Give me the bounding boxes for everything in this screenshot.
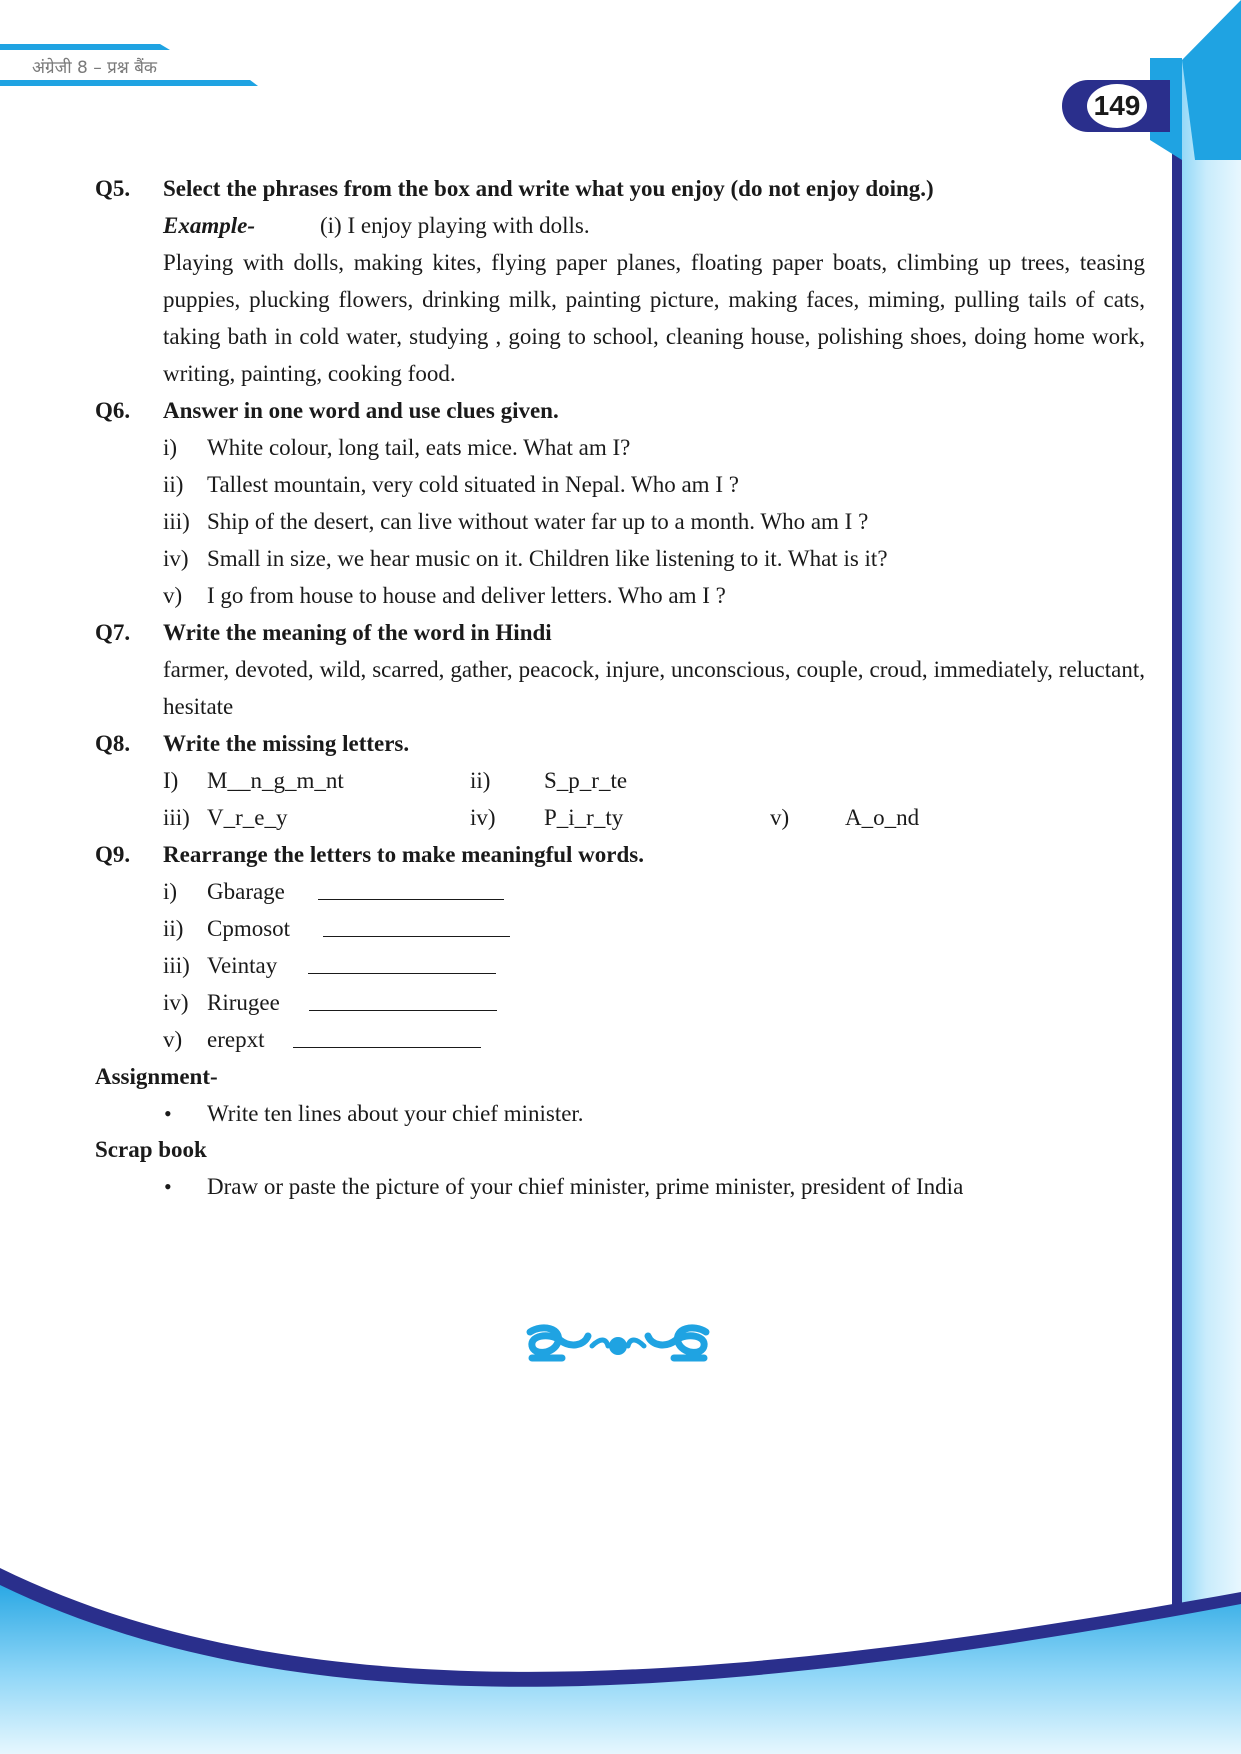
scrapbook-item: Draw or paste the picture of your chief minister, prime minister, president of India [207, 1174, 964, 1199]
q8-item-1-text: M__n_g_m_nt [207, 768, 344, 793]
q9-item-2-num: ii) [163, 916, 184, 941]
q8-item-3-num: iii) [163, 805, 190, 830]
bottom-wave [0, 1575, 1241, 1754]
q5-example-label: Example- [163, 213, 255, 238]
q5-number: Q5. [95, 176, 131, 201]
q6-item-2-num: ii) [163, 472, 184, 497]
q9-item-1-text: Gbarage [207, 879, 285, 904]
q6-item-4-text: Small in size, we hear music on it. Children like listening to it. What is it? [207, 546, 888, 571]
q8-item-3-text: V_r_e_y [207, 805, 288, 830]
assignment-title: Assignment- [95, 1064, 218, 1089]
q5-phrases: Playing with dolls, making kites, flying paper planes, floating paper boats, climbing up trees, teasing puppies, plucking flowers, drinking milk, painting picture, making faces, miming, pulling tails of cats, taking bath in cold water, studying , going to school, cleaning house, polishing shoes, doing home work, writing, painting, cooking food. [163, 250, 1145, 386]
q8-item-2-num: ii) [470, 768, 491, 793]
side-band [1172, 60, 1241, 1690]
q9-number: Q9. [95, 842, 131, 867]
q6-number: Q6. [95, 398, 131, 423]
q7-number: Q7. [95, 620, 131, 645]
q8-number: Q8. [95, 731, 131, 756]
q9-item-3-text: Veintay [207, 953, 278, 978]
q6-item-5-text: I go from house to house and deliver letters. Who am I ? [207, 583, 726, 608]
end-ornament-icon [522, 1322, 714, 1368]
header-stripe-bottom [0, 80, 258, 86]
q9-item-5-num: v) [163, 1027, 183, 1052]
assignment-bullet: • [164, 1101, 172, 1126]
q8-item-5-num: v) [770, 805, 790, 830]
q9-item-3-blank[interactable] [308, 973, 496, 974]
side-dark-line [1172, 130, 1182, 1630]
q8-item-4-num: iv) [470, 805, 496, 830]
q7-words: farmer, devoted, wild, scarred, gather, peacock, injure, unconscious, couple, croud, immediately, reluctant, hesitate [163, 657, 1145, 719]
q6-item-3-num: iii) [163, 509, 190, 534]
scrapbook-bullet: • [164, 1174, 172, 1199]
q9-item-2-blank[interactable] [323, 936, 510, 937]
q7-question: Write the meaning of the word in Hindi [163, 620, 552, 645]
page-number: 149 [1093, 90, 1141, 121]
q9-item-5-text: erepxt [207, 1027, 265, 1052]
q9-item-1-num: i) [163, 879, 178, 904]
q8-item-4-text: P_i_r_ty [544, 805, 624, 830]
q6-item-4-num: iv) [163, 546, 189, 571]
q8-item-1-num: I) [163, 768, 179, 793]
q9-item-2-text: Cpmosot [207, 916, 291, 941]
q6-question: Answer in one word and use clues given. [163, 398, 559, 423]
header-title: अंग्रेजी 8 – प्रश्न बैंक [32, 58, 157, 78]
q8-item-2-text: S_p_r_te [544, 768, 628, 793]
q9-question: Rearrange the letters to make meaningful words. [163, 842, 644, 867]
q5-question: Select the phrases from the box and write what you enjoy (do not enjoy doing.) [163, 176, 934, 201]
header-stripe-top [0, 44, 170, 50]
q6-item-3-text: Ship of the desert, can live without water far up to a month. Who am I ? [207, 509, 869, 534]
scrapbook-title: Scrap book [95, 1137, 207, 1162]
q6-item-1-text: White colour, long tail, eats mice. What am I? [207, 435, 631, 460]
q8-question: Write the missing letters. [163, 731, 410, 756]
q9-item-5-blank[interactable] [293, 1047, 481, 1048]
q9-item-1-blank[interactable] [318, 899, 504, 900]
q9-item-3-num: iii) [163, 953, 190, 978]
q9-item-4-blank[interactable] [309, 1010, 497, 1011]
q9-item-4-num: iv) [163, 990, 189, 1015]
q9-item-4-text: Rirugee [207, 990, 280, 1015]
q6-item-1-num: i) [163, 435, 178, 460]
q6-item-2-text: Tallest mountain, very cold situated in Nepal. Who am I ? [207, 472, 739, 497]
q8-item-5-text: A_o_nd [845, 805, 920, 830]
q6-item-5-num: v) [163, 583, 183, 608]
q5-example-text: (i) I enjoy playing with dolls. [320, 213, 590, 238]
assignment-item: Write ten lines about your chief minister. [207, 1101, 584, 1126]
